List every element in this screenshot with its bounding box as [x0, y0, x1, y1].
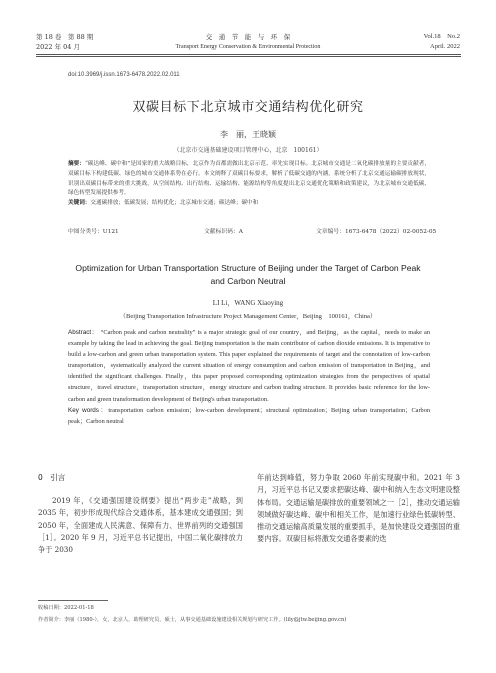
paper-title-cn: 双碳目标下北京城市交通结构优化研究	[132, 100, 364, 115]
abstract-cn	[68, 160, 430, 209]
affiliation-en: （Beijing Transportation Infrastructure Project Management Center，Beijing 100161，China）	[119, 313, 377, 320]
affiliation-cn: （北京市交通基础建设项目管理中心，北京 100161）	[173, 147, 323, 154]
abstract-label-cn: 摘要：	[68, 161, 85, 167]
volume-issue: 第 18 卷 第 88 期	[36, 33, 94, 41]
abstract-en	[68, 327, 430, 427]
title-en-line1: Optimization for Urban Transportation Structure of Beijing under the Target of Carbon Peak	[75, 263, 421, 273]
received-date: 收稿日期：2022-01-18	[38, 605, 94, 611]
keywords-label-en: Key words：	[68, 406, 109, 414]
clc-number: 中图分类号：U121	[68, 229, 119, 235]
document-code: 文献标识码：A	[204, 229, 243, 235]
abstract-text-en: “Carbon peak and carbon neutrality” is a major strategic goal of our country，and Beijing，as the capital，needs to make an example by taking the lead in achieving the goal. Beijing transportation is the main contributor of carbon dioxide emissions. It is imperative to build a low-carbon and green urban transportation system. This paper explained the requirements of target and the connotation of low-carbon transportation，systematically analyzed the current situation of energy consumption and carbon emission of transportation in Beijing，and identified the significant challenges. Finally，this paper proposed corresponding optimization strategies from the perspectives of spatial structure，travel structure，transportation structure，energy structure and carbon trading structure. It provides basic reference for the low-carbon and green transformation development of Beijing's urban transportation.	[68, 329, 430, 403]
body-right-column: 年前达到峰值，努力争取 2060 年前实现碳中和。2021 年 3 月，习近平总书记又要求把碳达峰、碳中和纳入生态文明建设整体布局。交通运输是碳排放的重要领域之一［2］，推动交通运输领域做好碳达峰、碳中和相关工作，是加速行业绿色低碳转型、推动交通运输高质量发展的重要抓手，是加快建设交通强国的重要内容。双碳目标将激发交通各要素的迭	[257, 473, 460, 544]
journal-name-cn: 交 通 节 能 与 环 保	[205, 33, 291, 41]
issue-date: 2022 年 04 月	[36, 43, 81, 51]
authors-en: LI Li，WANG Xiaoying	[212, 299, 284, 307]
abstract-label-en: Abstract：	[68, 329, 99, 336]
article-number: 文章编号：1673-6478（2022）02-0052-05	[316, 229, 437, 235]
body-left-column: 2019 年，《交通强国建设纲要》提出“两步走”战略，到 2035 年，初步形成现代综合交通体系，基本建成交通强国；到 2050 年，全面建成人民满意、保障有力、世界前列的交通强国［1］。2020 年 9 月，习近平总书记提出，中国二氧化碳排放力争于 2030	[38, 496, 243, 555]
keywords-en: transportation carbon emission；low-carbon development；structural optimization；Beijing urban transportation；Carbon peak；Carbon neutral	[68, 406, 430, 425]
footnote-rule	[38, 600, 108, 601]
section-heading: 0 引言	[38, 473, 66, 482]
author-bio: 作者简介：李丽（1980-），女，北京人，助理研究员，硕士，从事交通基础设施建设相关规划与研究工作。(lily@jtw.beijing.gov.cn)	[38, 617, 347, 623]
keywords-cn: 交通碳排放；低碳发展；结构优化；北京城市交通；碳达峰；碳中和	[90, 200, 259, 207]
paper-title-en	[0, 262, 496, 288]
header-rule-thin	[36, 56, 461, 57]
title-en-line2: and Carbon Neutral	[210, 276, 286, 286]
header-rule	[36, 54, 461, 55]
keywords-label-cn: 关键词：	[68, 200, 91, 207]
journal-name-en: Transport Energy Conservation & Environmental Protection	[175, 44, 321, 50]
doi[interactable]: doi:10.3969/j.issn.1673-6478.2022.02.011	[68, 72, 180, 78]
month-year: April. 2022	[430, 43, 460, 50]
abstract-text-cn: “碳达峰、碳中和”是国家的重大战略目标，北京作为首都需做出北京示范、率先实现目标。北京城市交通是二氧化碳排放量的主要贡献者，双碳目标下构建低碳、绿色的城市交通体系势在必行。本文阐释了双碳目标要求，解析了低碳交通的内涵，系统分析了北京交通运输碳排放现状，识别出双碳目标带来的重大挑战。从空间结构、出行结构、运输结构、能源结构等角度提出北京交通优化策略和政策建议，为北京城市交通低碳、绿色转型发展提供参考。	[68, 161, 430, 197]
vol-no: Vol.18 No.2	[423, 33, 460, 40]
authors-cn: 李 丽，王晓颖	[220, 130, 276, 139]
